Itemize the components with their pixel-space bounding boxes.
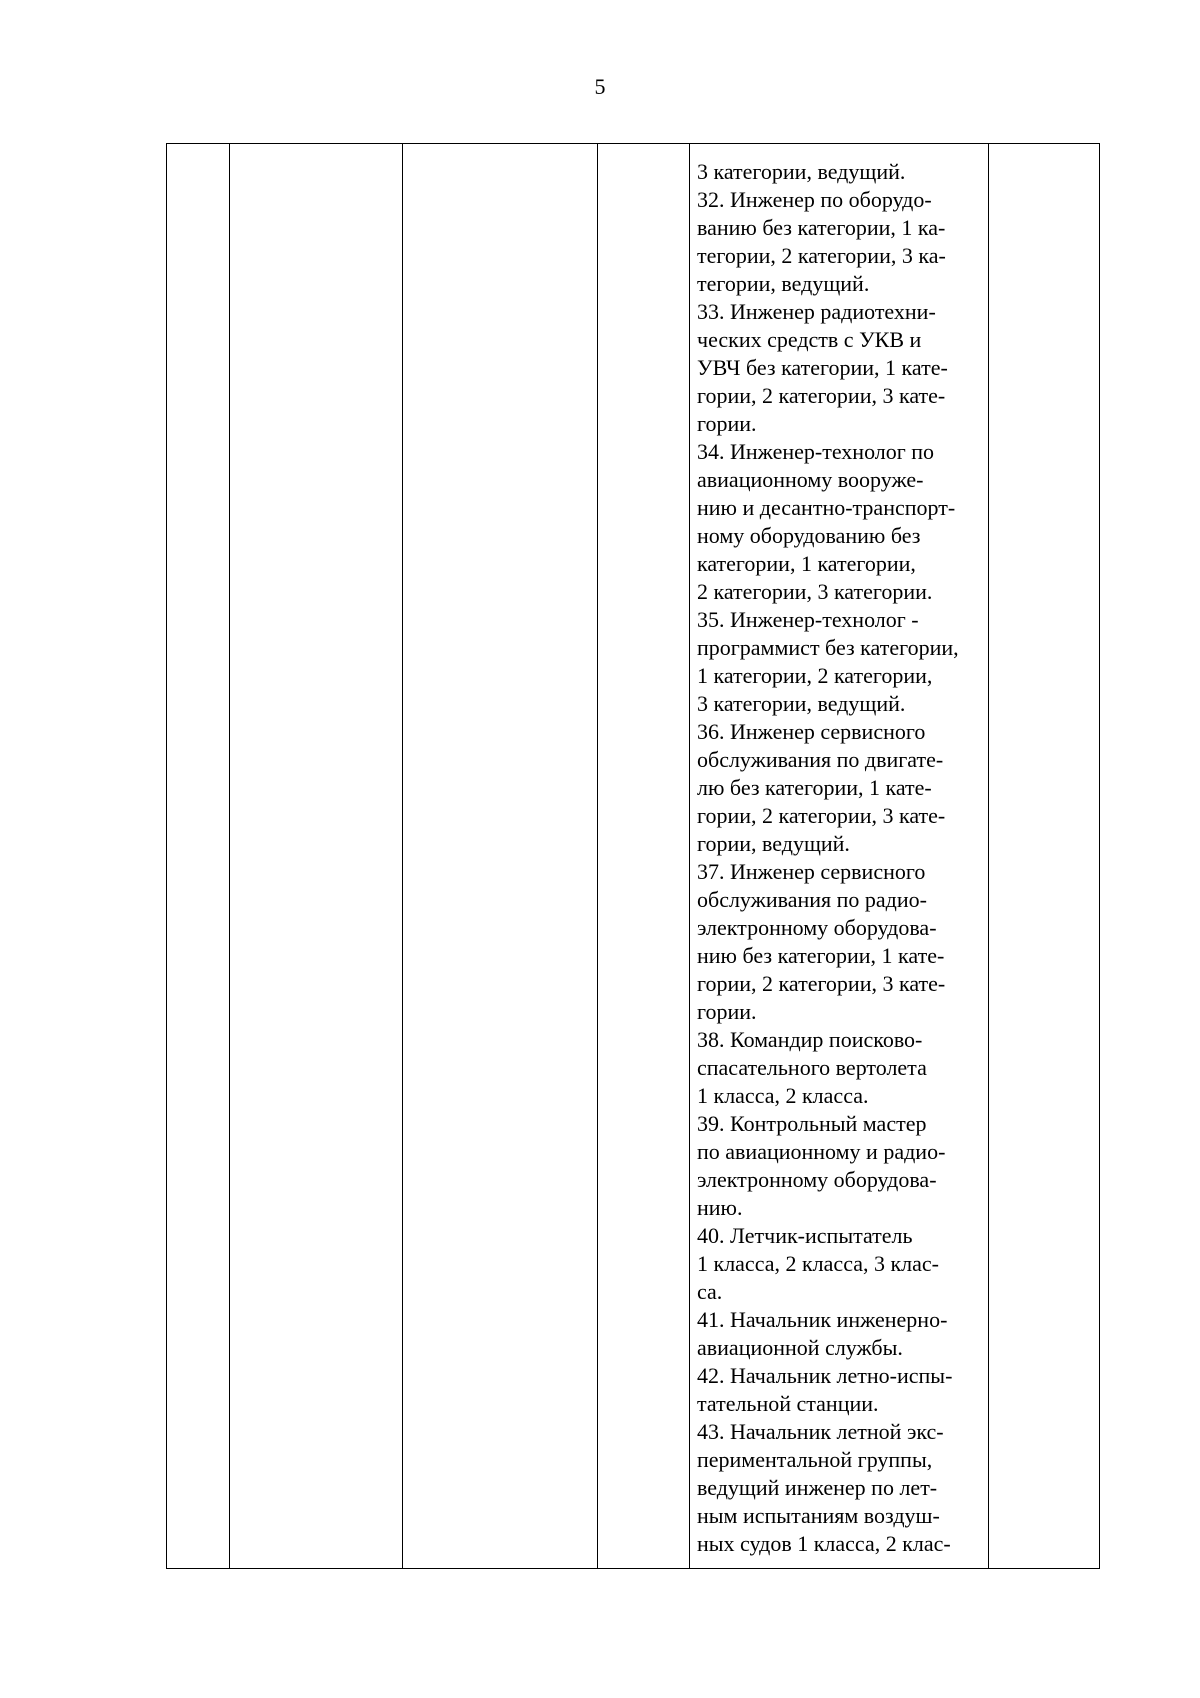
position-text-line: тательной станции. [697,1391,879,1416]
position-text-line: обслуживания по двигате- [697,747,944,772]
position-text-line: 36. Инженер сервисного [697,719,926,744]
position-text-line: 1 категории, 2 категории, [697,663,933,688]
position-text-line: электронному оборудова- [697,1167,937,1192]
table-cell-col-4 [598,144,690,1569]
position-text-line: 33. Инженер радиотехни- [697,299,936,324]
position-text-line: гории, 2 категории, 3 кате- [697,971,946,996]
position-text-line: электронному оборудова- [697,915,937,940]
position-text-line: УВЧ без категории, 1 кате- [697,355,948,380]
position-text-line: ческих средств с УКВ и [697,327,922,352]
position-text-line: гории, ведущий. [697,831,850,856]
position-text-line: 43. Начальник летной экс- [697,1419,944,1444]
position-text-line: ведущий инженер по лет- [697,1475,938,1500]
position-text-line: 41. Начальник инженерно- [697,1307,948,1332]
position-text-line: авиационной службы. [697,1335,903,1360]
position-text-line: гории. [697,999,757,1024]
position-text-line: тегории, 2 категории, 3 ка- [697,243,946,268]
position-text-line: авиационному вооруже- [697,467,924,492]
table-cell-positions [690,144,989,1569]
position-text-line: 32. Инженер по оборудо- [697,187,932,212]
position-text-line: ванию без категории, 1 ка- [697,215,946,240]
position-text-line: нию. [697,1195,743,1220]
position-text-line: 37. Инженер сервисного [697,859,926,884]
position-text-line: тегории, ведущий. [697,271,870,296]
position-text-line: гории, 2 категории, 3 кате- [697,803,946,828]
position-text-line: 38. Командир поисково- [697,1027,923,1052]
table-cell-col-2 [230,144,403,1569]
position-text-line: нию без категории, 1 кате- [697,943,945,968]
position-text-line: 34. Инженер-технолог по [697,439,935,464]
position-text-line: гории. [697,411,757,436]
position-text-line: гории, 2 категории, 3 кате- [697,383,946,408]
page-number: 5 [594,74,606,99]
position-text-line: ным испытаниям воздуш- [697,1503,940,1528]
position-text-line: 3 категории, ведущий. [697,159,906,184]
position-text-line: 35. Инженер-технолог - [697,607,919,632]
position-text-line: 1 класса, 2 класса. [697,1083,869,1108]
position-text-line: спасательного вертолета [697,1055,927,1080]
table-row [167,144,1100,1569]
position-text-line: 39. Контрольный мастер [697,1111,927,1136]
position-text-line: са. [697,1279,723,1304]
document-table [166,143,1100,1569]
position-text-line: ных судов 1 класса, 2 клас- [697,1531,951,1556]
position-text-line: лю без категории, 1 кате- [697,775,932,800]
position-text-line: по авиационному и радио- [697,1139,946,1164]
position-text-line: 3 категории, ведущий. [697,691,906,716]
position-text-line: программист без категории, [697,635,959,660]
table-cell-col-3 [403,144,598,1569]
table-cell-col-1 [167,144,230,1569]
position-text-line: 40. Летчик-испытатель [697,1223,913,1248]
position-text-line: 1 класса, 2 класса, 3 клас- [697,1251,940,1276]
position-text-line: ному оборудованию без [697,523,921,548]
position-text-line: категории, 1 категории, [697,551,916,576]
position-text-line: 2 категории, 3 категории. [697,579,933,604]
position-text-line: обслуживания по радио- [697,887,927,912]
table-cell-col-6 [989,144,1100,1569]
position-text-line: периментальной группы, [697,1447,933,1472]
position-text-line: 42. Начальник летно-испы- [697,1363,953,1388]
position-text-line: нию и десантно-транспорт- [697,495,956,520]
